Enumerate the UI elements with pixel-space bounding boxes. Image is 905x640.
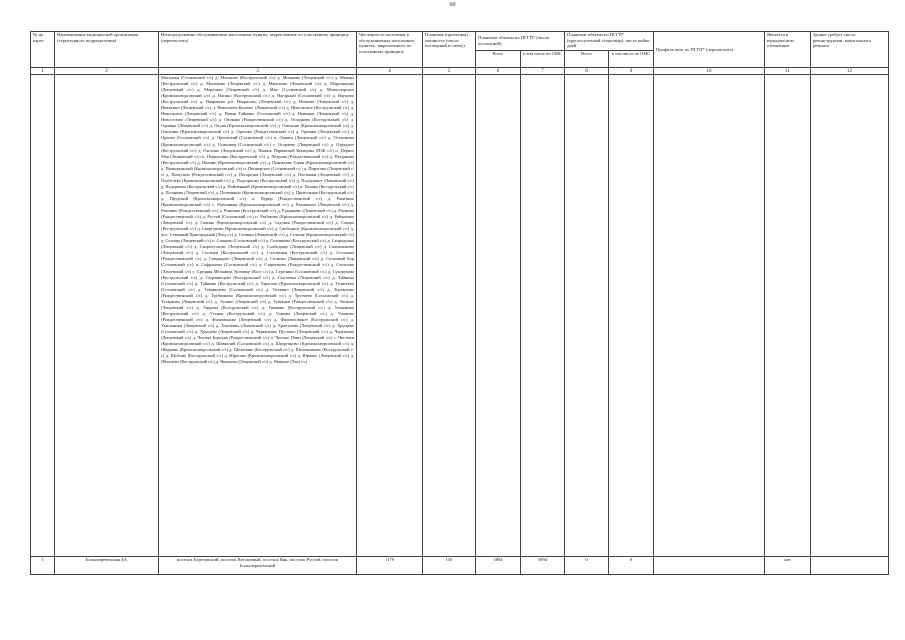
organization-cell: Большереченская БА <box>55 557 159 575</box>
header-map-number: № на карте <box>31 32 55 68</box>
beddays-total-cell: 0 <box>565 557 609 575</box>
settlements-list: Мотыжки (Сосновский с/с) д. Мошково (Кострульский с/с) д. Мошково (Лещевский с/с) д. Мяжцы (Кострульский с/с) д. Мыльково (Лещевский с/с) д. Мякотино (Лещевский с/с) д. Марьевщина (Лещевский с/с) д. Мерезино (Лещевский с/с) д. Мыс (Сосновский с/с) д. Монастырское (Кромскохворсовский с/с) д. Нагино (Кострульский с/с) д. Нагорный (Сосновский с/с) д. Наумово (Кострульский с/с) д. Навраково р.п. Некрасово (Лещевский с/с) д. Нечаево (Лещевский с/с) д. Никитино (Лещевский с/с) д. Николаево-Кулаево (Лещевский с/с) д. Никольское (Кострульский с/с) д. Никольское (Лещевский с/с) д. Новая Тайнино (Сосновский с/с) д. Новинки (Лещевский с/с) д. Новоселово (Лещевский с/с) д. Овсянка (Рождественский с/с) д. Огладково (Кострульский с/с) д. Одинцы (Лещевский с/с) д. Окунь (Кромскохворсовский с/с) д. Омелино (Кромскохворсовский с/с) д. Ольховка (Кромскохворсовский с/с) д. Орехово (Рождественский с/с) д. Орешки (Лещевский с/с) д. Орлово (Сосновский с/с) д. Орловский (Сосновский с/с) п. Ошкин (Лещевский с/с) д. Осташково (Кромскохворсовский с/с) д. Осиновец (Сосновский с/с) с. Остряево (Лещевский с/с) д. Отрадное (Кострульский с/с) д. Охотино (Лещевский с/с) д. Память Парижской Коммуны (ПЗК с/с) п. Первое Мая (Лещевский с/с) п. Первушино (Кострульский с/с) д. Петрово (Рождественский с/с) д. Петряково (Кострульский с/с) д. Пикино (Кромскохворсовский с/с) д. Пиковские Горки (Кромскохворсовский с/с) д. Пилигринский (Кромскохворсовский с/с) п. Пионерское (Сосновский с/с) д. Пирогово (Лещевский с/с) д. Пичугино (Рождественский с/с) д. Погорелка (Лещевский с/с) д. Плотники (Лещевский с/с) д. Подбелёво (Кромскохворсовский с/с) д. Подгорново (Кострульский с/с) д. Подлужное (Лещевский с/с) д. Подорвино (Кострульский с/с) д. Пойменный (Кромскохворсовский с/с) п. Поляко (Кострульский с/с) д. Поляково (Лещевский с/с) д. Потемкино (Кромскохворсовский с/с) д. Пригольная (Кострульский с/с) д. Прудский (Кромскохворсовский с/с) п. Пурпр (Рождественский с/с) д. Ракитино (Кромскохворсовский с/с) с. Ратушинка (Кромскохворсовский с/с) д. Рахманиха (Лещевский с/с) д. Рекшино (Рождественский с/с) д. Рожново (Кострульский с/с) д. Рудниково (Лещевский с/с) д. Рычково (Рождественский с/с) д. Рустай (Сосновский с/с) п. Рыбаково (Кромскохворсовский с/с) д. Рябиновка (Лещевский с/с) д. Савино (Кромскохворсовский с/с) д. Садовая (Рождественский с/с) д. Самцы (Кострульский с/с) д. Свергунево (Кромскохворсовский с/с) д. Свободное (Кромскохворсовский с/с) д. пос. Северный Пригородный (Лещ с/с) д. Селищи (Лещевский с/с) д. Селище (Кромскохворсовский с/с) д. Селище (Лещевский с/с) п. Сипково (Сосновский с/с) д. Ситниково (Кострульский с/с) д. Скородумка (Лещевский с/с) д. Скоропусково (Лещевский с/с) д. Слободище (Лещевский с/с) д. Смольниково (Лещевский с/с) д. Сосенки (Кострульский с/с) д. Соловенки (Кострульский с/с) д. Сосновка (Рождественский с/с) д. Спиридово (Лещевский с/с) д. Сосново (Лещевский с/с) д. Сосновый Бор (Сосновский с/с) п. Софроново (Сосновский с/с) д. Староиково (Рождественский с/с) д. Столпово (Лещевский с/с) с. Средняя Мельница Урочище (Кост с/с) д. Стрелино (Сосновский с/с) д. Сухорукова (Кострульский с/с) д. Сюрзиноцево (Кострульский с/с) д. Сысоевка (Лещевский с/с) д. Тайнино (Сосновский с/с) д. Тайнино (Кострульский с/с) д. Тарасово (Кромскохворсовский с/с) д. Телятьево (Сосновский с/с) д. Теминшево (Сосновский с/с) д. Тихвино (Лещевский с/с) д. Торгашово (Рождественский с/с) д. Трубниково (Кромскохворсовский с/с) д. Трутнево (Сосновский с/с) д. Тугарково (Лещевский с/с) д. Тупино (Лещевский с/с) д. Тушанки (Рождественский с/с) д. Тютино (Лещевский с/с) д. Уварово (Кострульский с/с) д. Ушаково (Кострульский с/с) д. Ульянково (Кострульский с/с) д. Утенки (Кострульский с/с) д. Ушково (Лещевский с/с) д. Ушаково (Рождественский с/с) д. Филимоново (Лещевский с/с) д. Филипповское (Кострульский с/с) д. Хмельники (Лещевский с/с) д. Хмелёвка (Лещевский с/с) д. Храпуново (Лещевский с/с) д. Хрущево (Сосновский с/с) д. Хрущёво (Лещевский с/с) д. Черкизьево Пустошь (Лещевский с/с) д. Черкизово (Лещевский с/с) д. Чистые Борские (Рождественский с/с) п. Чистые Пони (Лещевский с/с) с. Чистики (Кромскохворсовский с/с) д. Шавкалий (Сосновский с/с) д. Шкурганово (Кромскохворсовский с/с) д. Шеврино (Кромскохворсовский с/с) д. Шелепино (Кострульский с/с) д. Шелепниково (Кострульский с/с) д. Шубино (Кострульский с/с) д. Юрасово (Кромскохворсовский с/с) д. Юрково (Лещевский с/с) д. Яблонево (Кострульский с/с) д. Яковлево (Лещевский с/с) д. Якшино (Лещ с/с) <box>159 75 357 557</box>
table-row <box>31 557 889 575</box>
column-number: 10 <box>654 68 765 75</box>
bed-profile-cell <box>654 557 765 575</box>
beddays-oms-cell: 0 <box>609 557 654 575</box>
header-capacity: Плановая (проектная) мощность (число посещений в смену) <box>423 32 476 68</box>
settlements-cell: поселок Березовский, поселок Ветошеный, поселок Вяк, поселок Рустай, поселок Большереченский <box>159 557 357 575</box>
visits-oms-cell: 3894 <box>521 557 565 575</box>
subheader-beddays-total: Всего <box>565 51 609 68</box>
column-number: 1 <box>31 68 55 75</box>
table-row <box>31 75 889 557</box>
header-planned-visits: Плановые объемы по ПГГП* (число посещений) <box>476 32 565 51</box>
page-number: 60 <box>449 2 456 8</box>
map-number-cell: 5 <box>31 557 55 575</box>
header-population: Численность населения в обслуживаемых населенных пунктах, закрепленного по участковому принципу <box>357 32 423 68</box>
header-organization: Наименование медицинской организации (структурного подразделения) <box>55 32 159 68</box>
column-number: 12 <box>811 68 889 75</box>
column-number: 2 <box>55 68 159 75</box>
subheader-visits-oms: в том числе по ОМС <box>521 51 565 68</box>
header-settlements: Непосредственно обслуживаемые населенные пункты, закрепленные по участковому принципу (перечислить) <box>159 32 357 68</box>
subheader-beddays-oms: в том числе по ОМС <box>609 51 654 68</box>
column-number: 5 <box>423 68 476 75</box>
column-number: 7 <box>521 68 565 75</box>
header-building-condition: Здание требует сноса, реконструкции, капитального ремонта <box>811 32 889 68</box>
column-number: 8 <box>565 68 609 75</box>
visits-total-cell: 3894 <box>476 557 521 575</box>
building-condition-cell <box>811 557 889 575</box>
column-number-row <box>31 68 889 75</box>
column-number: 11 <box>765 68 811 75</box>
column-number: 6 <box>476 68 521 75</box>
capacity-cell: 150 <box>423 557 476 575</box>
column-number: 3 <box>159 68 357 75</box>
column-number: 9 <box>609 68 654 75</box>
header-bed-profile: Профиль коек по ПГГП* (перечислить) <box>654 32 765 68</box>
population-cell: 1179 <box>357 557 423 575</box>
facilities-table <box>30 31 889 575</box>
legal-status-cell: нет <box>765 557 811 575</box>
header-planned-beddays: Плановые объемы по ПГГП* (круглосуточный стационар), число койко-дней <box>565 32 654 51</box>
column-number: 4 <box>357 68 423 75</box>
subheader-visits-total: Всего <box>476 51 521 68</box>
header-legal-status: Является в юридическом отношении <box>765 32 811 68</box>
